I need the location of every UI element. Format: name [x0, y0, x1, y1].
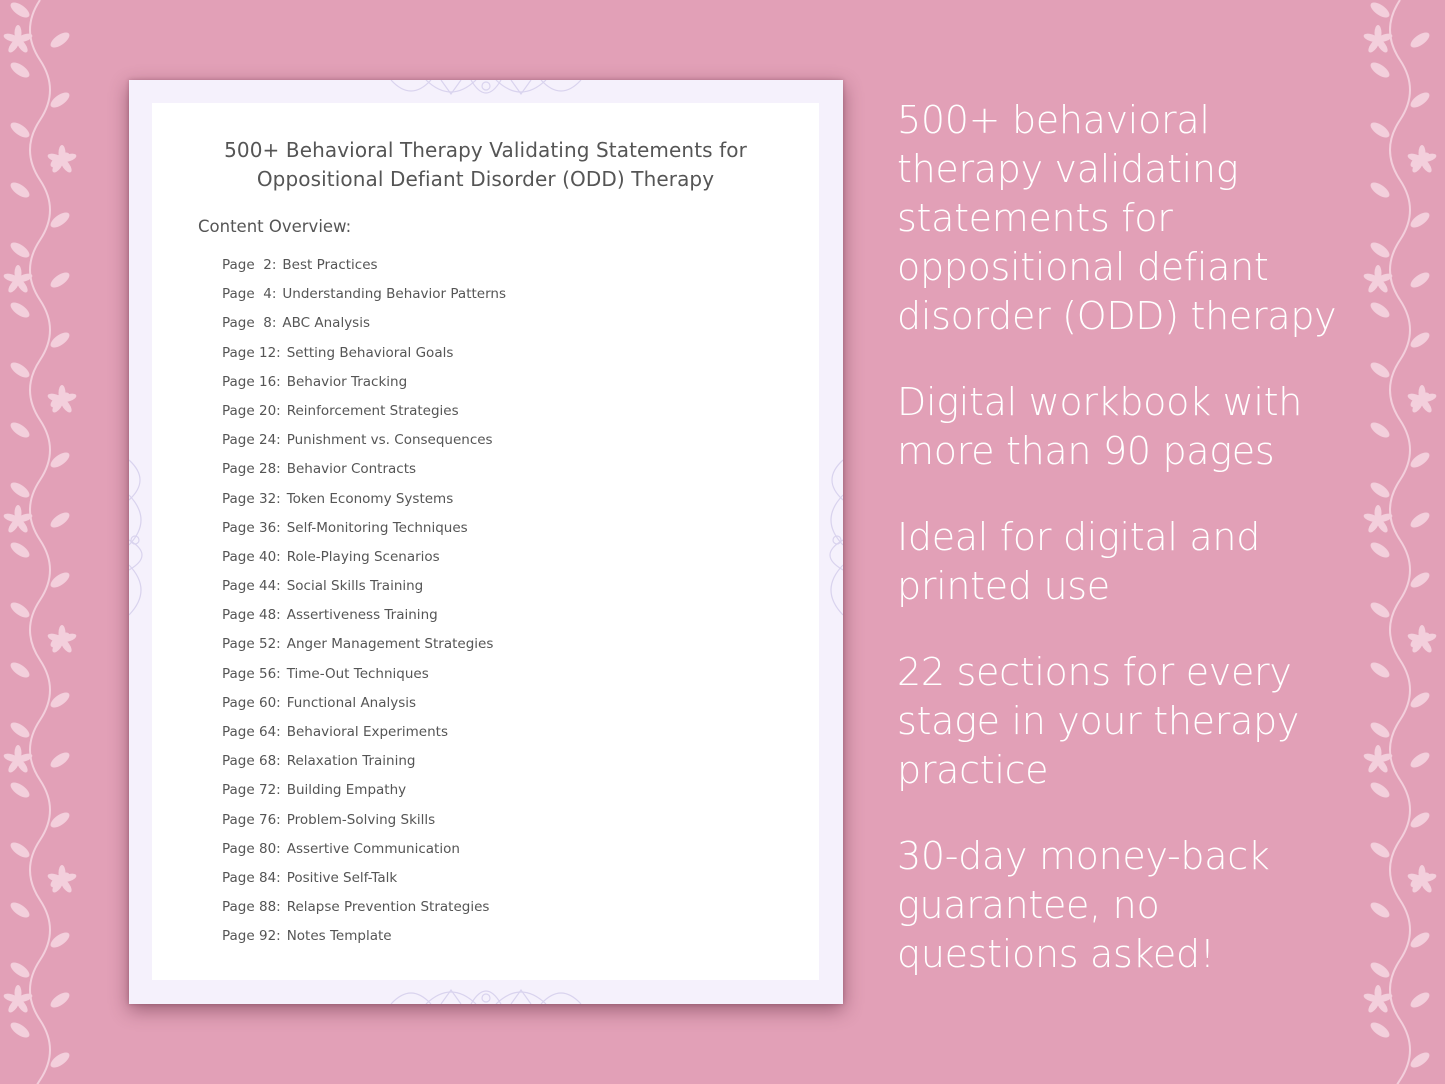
toc-item	[222, 487, 506, 516]
toc-section-title: Setting Behavioral Goals	[286, 344, 454, 361]
toc-section-title: Time-Out Techniques	[286, 665, 429, 682]
toc-section-title: Punishment vs. Consequences	[286, 432, 493, 449]
feature-line: Digital workbook with	[897, 380, 1302, 424]
toc-item	[222, 895, 506, 924]
document-title-line-1: 500+ Behavioral Therapy Validating Statements for	[224, 138, 747, 162]
toc-section-title: Assertiveness Training	[286, 607, 438, 624]
document-page-preview	[129, 80, 843, 1004]
feature-4	[897, 648, 1427, 795]
toc-page-number: Page 56:	[222, 665, 281, 682]
feature-3	[897, 513, 1427, 611]
feature-2	[897, 378, 1427, 476]
feature-5	[897, 832, 1427, 979]
toc-item	[222, 662, 506, 691]
toc-page-number: Page 60:	[222, 694, 281, 711]
feature-line: printed use	[897, 564, 1110, 608]
feature-line: practice	[897, 748, 1049, 792]
mandala-top-icon	[381, 80, 591, 104]
toc-item	[222, 632, 506, 661]
feature-list	[897, 96, 1427, 1016]
feature-line: more than 90 pages	[897, 429, 1275, 473]
toc-section-title: Functional Analysis	[286, 694, 417, 711]
toc-item	[222, 253, 506, 282]
document-title-line-2: Oppositional Defiant Disorder (ODD) Therapy	[256, 167, 715, 191]
toc-page-number: Page 40:	[222, 548, 281, 565]
toc-page-number: Page 84:	[222, 869, 281, 886]
toc-item	[222, 399, 506, 428]
toc-section-title: Best Practices	[282, 257, 378, 273]
toc-section-title: Social Skills Training	[286, 578, 424, 595]
feature-line: questions asked!	[897, 932, 1215, 976]
toc-page-number: Page 20:	[222, 402, 281, 419]
toc-page-number: Page 48:	[222, 607, 281, 624]
toc-item	[222, 603, 506, 632]
toc-item	[222, 924, 506, 953]
toc-section-title: Assertive Communication	[286, 840, 460, 857]
toc-page-number: Page 76:	[222, 811, 281, 828]
toc-section-title: Notes Template	[286, 928, 392, 945]
toc-page-number: Page 72:	[222, 782, 281, 799]
toc-item	[222, 341, 506, 370]
toc-section-title: ABC Analysis	[282, 315, 371, 332]
toc-section-title: Relapse Prevention Strategies	[286, 899, 490, 916]
toc-section-title: Behavior Tracking	[286, 373, 408, 390]
feature-line: 22 sections for every	[897, 650, 1292, 694]
toc-page-number: Page 32:	[222, 490, 281, 507]
feature-line: therapy validating	[897, 147, 1239, 191]
toc-item	[222, 866, 506, 895]
toc-section-title: Reinforcement Strategies	[286, 402, 459, 419]
toc-item	[222, 720, 506, 749]
toc-item	[222, 574, 506, 603]
toc-section-title: Self-Monitoring Techniques	[286, 519, 468, 536]
feature-line: disorder (ODD) therapy	[897, 294, 1337, 338]
toc-item	[222, 749, 506, 778]
toc-section-title: Relaxation Training	[286, 753, 416, 770]
toc-item	[222, 691, 506, 720]
toc-section-title: Positive Self-Talk	[286, 869, 398, 886]
toc-section-title: Role-Playing Scenarios	[286, 548, 440, 565]
toc-page-number: Page 64:	[222, 724, 281, 740]
toc-item	[222, 837, 506, 866]
toc-page-number: Page 52:	[222, 636, 281, 653]
document-title	[152, 136, 819, 194]
toc-item	[222, 457, 506, 486]
toc-item	[222, 311, 506, 340]
toc-page-number: Page 68:	[222, 753, 281, 770]
toc-item	[222, 778, 506, 807]
toc-item	[222, 545, 506, 574]
toc-item	[222, 428, 506, 457]
feature-line: oppositional defiant	[897, 245, 1269, 289]
toc-page-number: Page 36:	[222, 519, 281, 536]
floral-vine-left-icon	[0, 0, 90, 1084]
mandala-bottom-icon	[381, 980, 591, 1004]
feature-line: stage in your therapy	[897, 699, 1300, 743]
toc-section-title: Building Empathy	[286, 782, 407, 799]
toc-item	[222, 808, 506, 837]
feature-line: guarantee, no	[897, 883, 1160, 927]
content-overview-label: Content Overview:	[198, 217, 352, 236]
document-page-content	[152, 103, 819, 980]
toc-item	[222, 282, 506, 311]
toc-page-number: Page 16:	[222, 373, 281, 390]
mandala-right-icon	[819, 450, 843, 630]
toc-page-number: Page 92:	[222, 928, 281, 945]
toc-page-number: Page 2:	[222, 257, 277, 273]
toc-page-number: Page 88:	[222, 899, 281, 916]
toc-section-title: Problem-Solving Skills	[286, 811, 436, 828]
toc-page-number: Page 24:	[222, 432, 281, 449]
toc-page-number: Page 28:	[222, 461, 281, 478]
toc-item	[222, 370, 506, 399]
toc-page-number: Page 4:	[222, 286, 277, 303]
toc-page-number: Page 44:	[222, 578, 281, 595]
toc-page-number: Page 80:	[222, 840, 281, 857]
toc-section-title: Anger Management Strategies	[286, 636, 494, 653]
feature-1	[897, 96, 1427, 341]
feature-line: statements for	[897, 196, 1173, 240]
toc-page-number: Page 12:	[222, 344, 281, 361]
toc-section-title: Behavior Contracts	[286, 461, 417, 478]
feature-line: 30-day money-back	[897, 834, 1270, 878]
toc-item	[222, 516, 506, 545]
feature-line: 500+ behavioral	[897, 98, 1210, 142]
table-of-contents	[222, 253, 506, 954]
toc-section-title: Token Economy Systems	[286, 490, 454, 507]
feature-line: Ideal for digital and	[897, 515, 1261, 559]
mandala-left-icon	[129, 450, 153, 630]
toc-section-title: Understanding Behavior Patterns	[282, 286, 506, 303]
toc-section-title: Behavioral Experiments	[286, 724, 448, 740]
toc-page-number: Page 8:	[222, 315, 277, 332]
